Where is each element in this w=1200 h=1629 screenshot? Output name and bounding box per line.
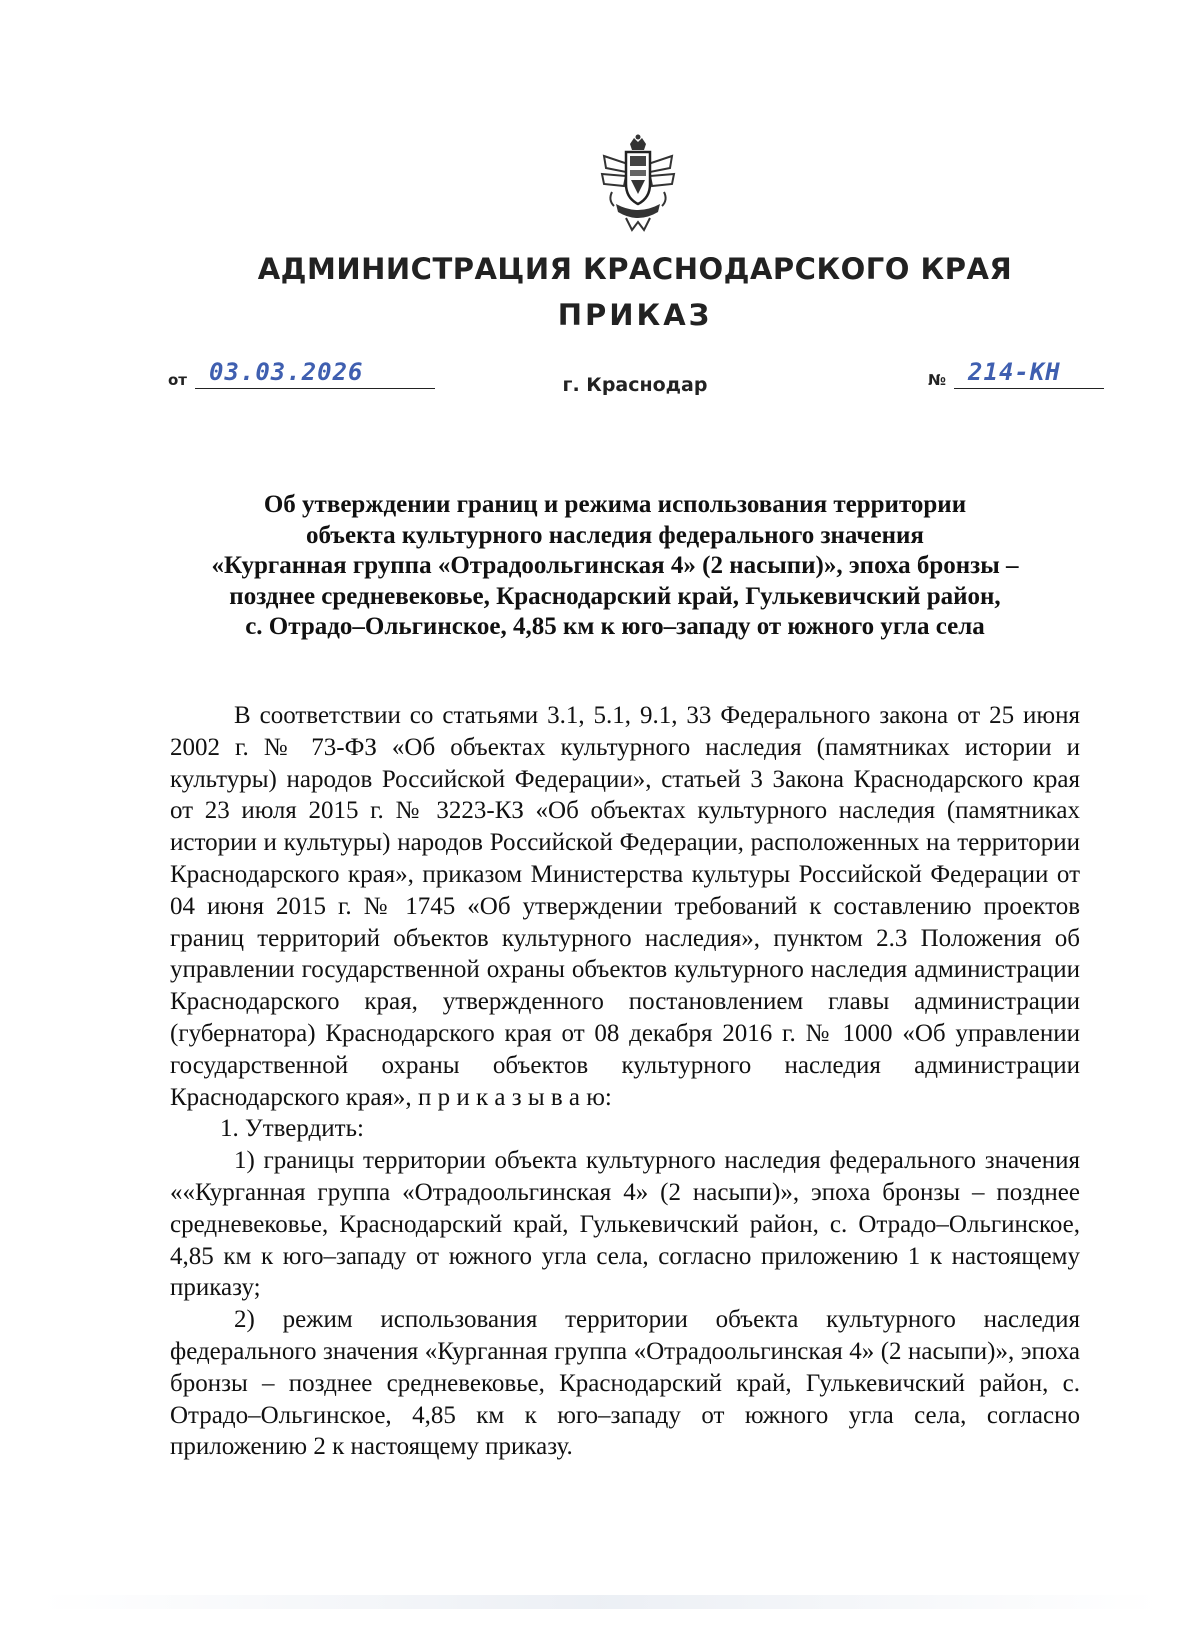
- title-line: объекта культурного наследия федерального значения: [306, 521, 924, 549]
- title-line: «Курганная группа «Отрадоольгинская 4» (2 насыпи)», эпоха бронзы –: [211, 552, 1019, 579]
- scan-artifact: [40, 1595, 1160, 1609]
- title-line: позднее средневековье, Краснодарский край, Гулькевичский район,: [229, 582, 1001, 610]
- item-1: 1. Утвердить:: [220, 1115, 364, 1143]
- document-title: [150, 490, 1080, 643]
- city-line: г. Краснодар: [562, 374, 708, 396]
- item-1-subitem-1: 1) границы территории объекта культурного наследия федерального значения ««Курганная группа «Отрадоольгинская 4» (2 насыпи)», эпоха бронзы – позднее средневековье, Краснодарский край, Гулькевичский район, с. Отрадо–Ольгинское, 4,85 км к юго–западу от южного угла села, согласно приложению 1 к настоящему приказу;: [170, 1147, 1080, 1302]
- title-line: с. Отрадо–Ольгинское, 4,85 км к юго–западу от южного угла села: [245, 613, 985, 640]
- number-prefix: №: [928, 371, 947, 389]
- date-prefix: от: [168, 371, 187, 389]
- document-type-heading: ПРИКАЗ: [557, 298, 713, 332]
- preamble-text: В соответствии со статьями 3.1, 5.1, 9.1, 33 Федерального закона от 25 июня 2002 г. № 73-ФЗ «Об объектах культурного наследия (памятниках истории и культуры) народов Российской Федерации», статьей 3 Закона Краснодарского края от 23 июля 2015 г. № 3223-КЗ «Об объектах культурного наследия (памятниках истории и культуры) народов Российской Федерации, расположенных на территории Краснодарского края», приказом Министерства культуры Российской Федерации от 04 июня 2015 г. № 1745 «Об утверждении требований к составлению проектов границ территорий объектов культурного наследия», пунктом 2.3 Положения об управлении государственной охраны объектов культурного наследия администрации Краснодарского края, утвержденного постановлением главы администрации (губернатора) Краснодарского края от 08 декабря 2016 г. № 1000 «Об управлении государственной охраны объектов культурного наследия администрации Краснодарского края»,: [170, 702, 1080, 1111]
- handwritten-date: 03.03.2026: [209, 358, 364, 386]
- item-1-subitem-2: 2) режим использования территории объекта культурного наследия федерального значения «Курганная группа «Отрадоольгинская 4» (2 насыпи)», эпоха бронзы – позднее средневековье, Краснодарский край, Гулькевичский район, с. Отрадо–Ольгинское, 4,85 км к юго–западу от южного угла села, согласно приложению 2 к настоящему приказу.: [170, 1306, 1080, 1461]
- document-body: [170, 700, 1080, 1463]
- coat-of-arms-emblem: [598, 134, 678, 234]
- preamble-paragraph: [170, 700, 1080, 1113]
- title-line: Об утверждении границ и режима использования территории: [263, 491, 967, 518]
- order-word: п р и к а з ы в а ю:: [417, 1083, 612, 1111]
- handwritten-number: 214-КН: [968, 358, 1061, 386]
- organization-heading: АДМИНИСТРАЦИЯ КРАСНОДАРСКОГО КРАЯ: [257, 252, 1013, 286]
